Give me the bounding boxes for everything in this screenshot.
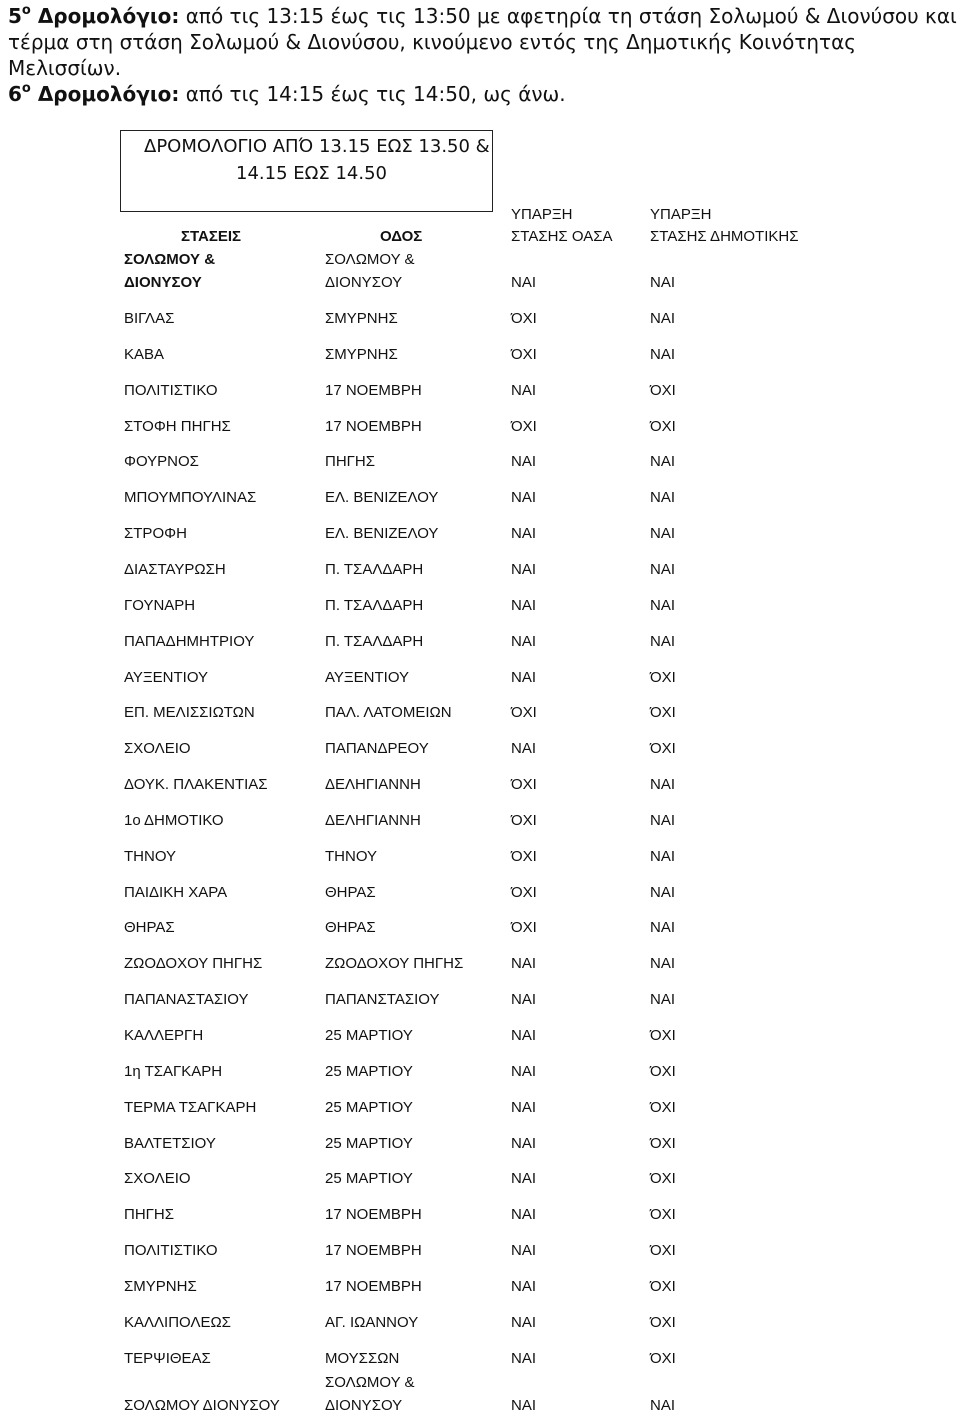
cell-street: 25 ΜΑΡΤΙΟΥ	[325, 1170, 413, 1187]
cell-oasa: ΝΑΙ	[511, 633, 537, 650]
first-stop-line-1: ΣΟΛΩΜΟΥ &	[124, 251, 216, 268]
cell-oasa: ΝΑΙ	[511, 561, 537, 578]
cell-municipal: ΌΧΙ	[650, 1350, 676, 1367]
cell-municipal: ΌΧΙ	[650, 382, 676, 399]
cell-stop: ΣΧΟΛΕΙΟ	[124, 740, 191, 757]
cell-oasa: ΝΑΙ	[511, 453, 537, 470]
intro-line-1	[8, 3, 957, 28]
cell-stop: 1ο ΔΗΜΟΤΙΚΟ	[124, 812, 224, 829]
cell-street: ΠΗΓΗΣ	[325, 453, 376, 470]
cell-municipal: ΌΧΙ	[650, 704, 676, 721]
route-5-description: από τις 13:15 έως τις 13:50 με αφετηρία τη στάση Σολωμού & Διονύσου και	[179, 4, 957, 28]
cell-street: ΣΜΥΡΝΗΣ	[325, 346, 398, 363]
cell-street: ΕΛ. ΒΕΝΙΖΕΛΟΥ	[325, 525, 439, 542]
cell-municipal: ΝΑΙ	[650, 955, 676, 972]
cell-street: ΔΕΛΗΓΙΑΝΝΗ	[325, 776, 421, 793]
cell-stop: ΚΑΛΛΕΡΓΗ	[124, 1027, 204, 1044]
cell-municipal: ΝΑΙ	[650, 633, 676, 650]
cell-municipal: ΌΧΙ	[650, 740, 676, 757]
cell-stop: ΣΧΟΛΕΙΟ	[124, 1170, 191, 1187]
table-title-right-border	[492, 130, 493, 212]
intro-line-2: τέρμα στη στάση Σολωμού & Διονύσου, κινούμενο εντός της Δημοτικής Κοινότητας	[8, 30, 856, 54]
cell-stop: ΣΜΥΡΝΗΣ	[124, 1278, 197, 1295]
cell-street: Π. ΤΣΑΛΔΑΡΗ	[325, 633, 424, 650]
cell-stop: ΑΥΞΕΝΤΙΟΥ	[124, 669, 209, 686]
cell-stop: ΔΙΑΣΤΑΥΡΩΣΗ	[124, 561, 226, 578]
intro-line-3: Μελισσίων.	[8, 56, 122, 80]
cell-stop: ΤΕΡΨΙΘΕΑΣ	[124, 1350, 211, 1367]
intro-line-4	[8, 81, 566, 106]
cell-municipal: ΌΧΙ	[650, 669, 676, 686]
cell-oasa: ΝΑΙ	[511, 1027, 537, 1044]
cell-street: ΕΛ. ΒΕΝΙΖΕΛΟΥ	[325, 489, 439, 506]
header-oasa-line-1: ΥΠΑΡΞΗ	[511, 206, 573, 223]
cell-oasa: ΝΑΙ	[511, 1350, 537, 1367]
cell-municipal: ΌΧΙ	[650, 418, 676, 435]
cell-oasa: ΝΑΙ	[511, 1206, 537, 1223]
cell-street: ΑΥΞΕΝΤΙΟΥ	[325, 669, 410, 686]
cell-stop: ΤΗΝΟΥ	[124, 848, 177, 865]
cell-municipal: ΝΑΙ	[650, 776, 676, 793]
table-top-border	[120, 130, 492, 131]
cell-street: 25 ΜΑΡΤΙΟΥ	[325, 1099, 413, 1116]
cell-stop: ΚΑΒΑ	[124, 346, 165, 363]
cell-oasa: ΝΑΙ	[511, 1170, 537, 1187]
first-stop-line-2: ΔΙΟΝΥΣΟΥ	[124, 274, 202, 291]
cell-street: 17 ΝΟΕΜΒΡΗ	[325, 1278, 422, 1295]
cell-municipal: ΌΧΙ	[650, 1278, 676, 1295]
cell-stop: ΦΟΥΡΝΟΣ	[124, 453, 199, 470]
cell-stop: ΚΑΛΛΙΠΟΛΕΩΣ	[124, 1314, 231, 1331]
cell-stop: ΠΑΙΔΙΚΗ ΧΑΡΑ	[124, 884, 228, 901]
cell-oasa: ΝΑΙ	[511, 382, 537, 399]
table-title-left-border	[120, 130, 121, 212]
cell-street: ΘΗΡΑΣ	[325, 919, 376, 936]
route-5-label: $5^o$ Δρομολόγιο:	[8, 3, 180, 28]
cell-municipal: ΌΧΙ	[650, 1063, 676, 1080]
cell-oasa: ΌΧΙ	[511, 346, 537, 363]
cell-oasa: ΌΧΙ	[511, 919, 537, 936]
cell-oasa: ΌΧΙ	[511, 418, 537, 435]
cell-street: ΠΑΛ. ΛΑΤΟΜΕΙΩΝ	[325, 704, 452, 721]
cell-municipal: ΌΧΙ	[650, 1099, 676, 1116]
cell-stop: ΠΗΓΗΣ	[124, 1206, 175, 1223]
cell-oasa: ΝΑΙ	[511, 955, 537, 972]
cell-oasa: ΌΧΙ	[511, 776, 537, 793]
cell-oasa: ΌΧΙ	[511, 848, 537, 865]
cell-stop: ΠΑΠΑΔΗΜΗΤΡΙΟΥ	[124, 633, 255, 650]
cell-oasa: ΝΑΙ	[511, 991, 537, 1008]
cell-oasa: ΝΑΙ	[511, 669, 537, 686]
route-6-label: $6^o$ Δρομολόγιο:	[8, 81, 180, 106]
cell-street: ΘΗΡΑΣ	[325, 884, 376, 901]
cell-municipal: ΝΑΙ	[650, 884, 676, 901]
cell-street: 17 ΝΟΕΜΒΡΗ	[325, 1242, 422, 1259]
last-municipal: ΝΑΙ	[650, 1397, 676, 1414]
cell-stop: ΠΑΠΑΝΑΣΤΑΣΙΟΥ	[124, 991, 249, 1008]
cell-municipal: ΝΑΙ	[650, 525, 676, 542]
cell-street: ΜΟΥΣΣΩΝ	[325, 1350, 400, 1367]
header-oasa-line-2: ΣΤΑΣΗΣ ΟΑΣΑ	[511, 228, 613, 245]
cell-stop: ΠΟΛΙΤΙΣΤΙΚΟ	[124, 1242, 218, 1259]
cell-oasa: ΝΑΙ	[511, 489, 537, 506]
cell-street: 17 ΝΟΕΜΒΡΗ	[325, 382, 422, 399]
last-street-line-2: ΔΙΟΝΥΣΟΥ	[325, 1397, 403, 1414]
cell-street: 17 ΝΟΕΜΒΡΗ	[325, 1206, 422, 1223]
cell-street: 25 ΜΑΡΤΙΟΥ	[325, 1063, 413, 1080]
cell-street: Π. ΤΣΑΛΔΑΡΗ	[325, 597, 424, 614]
first-street-line-1: ΣΟΛΩΜΟΥ &	[325, 251, 415, 268]
cell-stop: ΘΗΡΑΣ	[124, 919, 175, 936]
cell-municipal: ΌΧΙ	[650, 1206, 676, 1223]
cell-stop: ΤΕΡΜΑ ΤΣΑΓΚΑΡΗ	[124, 1099, 257, 1116]
cell-stop: ΜΠΟΥΜΠΟΥΛΙΝΑΣ	[124, 489, 257, 506]
cell-street: ΠΑΠΑΝΣΤΑΣΙΟΥ	[325, 991, 440, 1008]
cell-street: 17 ΝΟΕΜΒΡΗ	[325, 418, 422, 435]
first-oasa: ΝΑΙ	[511, 274, 537, 291]
table-title-line-2: 14.15 ΕΩΣ 14.50	[236, 163, 388, 184]
cell-municipal: ΝΑΙ	[650, 310, 676, 327]
cell-oasa: ΝΑΙ	[511, 1135, 537, 1152]
last-oasa: ΝΑΙ	[511, 1397, 537, 1414]
cell-oasa: ΝΑΙ	[511, 1278, 537, 1295]
cell-municipal: ΌΧΙ	[650, 1314, 676, 1331]
cell-stop: ΣΤΡΟΦΗ	[124, 525, 187, 542]
cell-oasa: ΝΑΙ	[511, 597, 537, 614]
cell-oasa: ΝΑΙ	[511, 1099, 537, 1116]
cell-street: 25 ΜΑΡΤΙΟΥ	[325, 1135, 413, 1152]
header-municipal-line-2: ΣΤΑΣΗΣ ΔΗΜΟΤΙΚΗΣ	[650, 228, 799, 245]
cell-oasa: ΌΧΙ	[511, 812, 537, 829]
cell-oasa: ΝΑΙ	[511, 740, 537, 757]
cell-oasa: ΌΧΙ	[511, 704, 537, 721]
cell-municipal: ΝΑΙ	[650, 453, 676, 470]
cell-oasa: ΌΧΙ	[511, 884, 537, 901]
cell-municipal: ΝΑΙ	[650, 812, 676, 829]
cell-street: Π. ΤΣΑΛΔΑΡΗ	[325, 561, 424, 578]
cell-municipal: ΝΑΙ	[650, 919, 676, 936]
cell-municipal: ΝΑΙ	[650, 561, 676, 578]
cell-stop: ΕΠ. ΜΕΛΙΣΣΙΩΤΩΝ	[124, 704, 255, 721]
cell-stop: ΒΑΛΤΕΤΣΙΟΥ	[124, 1135, 216, 1152]
cell-municipal: ΝΑΙ	[650, 597, 676, 614]
table-header-divider	[120, 211, 492, 212]
cell-oasa: ΝΑΙ	[511, 1242, 537, 1259]
cell-stop: ΒΙΓΛΑΣ	[124, 310, 175, 327]
cell-stop: ΔΟΥΚ. ΠΛΑΚΕΝΤΙΑΣ	[124, 776, 268, 793]
cell-street: ΖΩΟΔΟΧΟΥ ΠΗΓΗΣ	[325, 955, 464, 972]
cell-oasa: ΝΑΙ	[511, 525, 537, 542]
first-street-line-2: ΔΙΟΝΥΣΟΥ	[325, 274, 403, 291]
cell-street: ΠΑΠΑΝΔΡΕΟΥ	[325, 740, 429, 757]
cell-municipal: ΌΧΙ	[650, 1135, 676, 1152]
cell-municipal: ΌΧΙ	[650, 1027, 676, 1044]
last-street-line-1: ΣΟΛΩΜΟΥ &	[325, 1374, 415, 1391]
cell-oasa: ΌΧΙ	[511, 310, 537, 327]
cell-municipal: ΝΑΙ	[650, 489, 676, 506]
cell-street: ΔΕΛΗΓΙΑΝΝΗ	[325, 812, 421, 829]
cell-municipal: ΝΑΙ	[650, 848, 676, 865]
cell-street: 25 ΜΑΡΤΙΟΥ	[325, 1027, 413, 1044]
route-6-description: από τις 14:15 έως τις 14:50, ως άνω.	[179, 82, 566, 106]
cell-stop: ΣΤΟΦΗ ΠΗΓΗΣ	[124, 418, 231, 435]
header-street: ΟΔΟΣ	[380, 228, 423, 245]
cell-municipal: ΝΑΙ	[650, 346, 676, 363]
cell-street: ΣΜΥΡΝΗΣ	[325, 310, 398, 327]
cell-street: ΑΓ. ΙΩΑΝΝΟΥ	[325, 1314, 419, 1331]
cell-street: ΤΗΝΟΥ	[325, 848, 378, 865]
header-stops: ΣΤΑΣΕΙΣ	[181, 228, 242, 245]
cell-municipal: ΌΧΙ	[650, 1242, 676, 1259]
header-municipal-line-1: ΥΠΑΡΞΗ	[650, 206, 712, 223]
cell-stop: ΠΟΛΙΤΙΣΤΙΚΟ	[124, 382, 218, 399]
table-title-line-1: ΔΡΟΜΟΛΟΓΙΟ ΑΠΌ 13.15 ΕΩΣ 13.50 &	[144, 136, 490, 157]
cell-stop: ΓΟΥΝΑΡΗ	[124, 597, 196, 614]
cell-stop: ΖΩΟΔΟΧΟΥ ΠΗΓΗΣ	[124, 955, 263, 972]
first-municipal: ΝΑΙ	[650, 274, 676, 291]
cell-stop: 1η ΤΣΑΓΚΑΡΗ	[124, 1063, 223, 1080]
cell-oasa: ΝΑΙ	[511, 1063, 537, 1080]
cell-municipal: ΌΧΙ	[650, 1170, 676, 1187]
cell-oasa: ΝΑΙ	[511, 1314, 537, 1331]
cell-municipal: ΝΑΙ	[650, 991, 676, 1008]
last-stop: ΣΟΛΩΜΟΥ ΔΙΟΝΥΣΟΥ	[124, 1397, 280, 1414]
